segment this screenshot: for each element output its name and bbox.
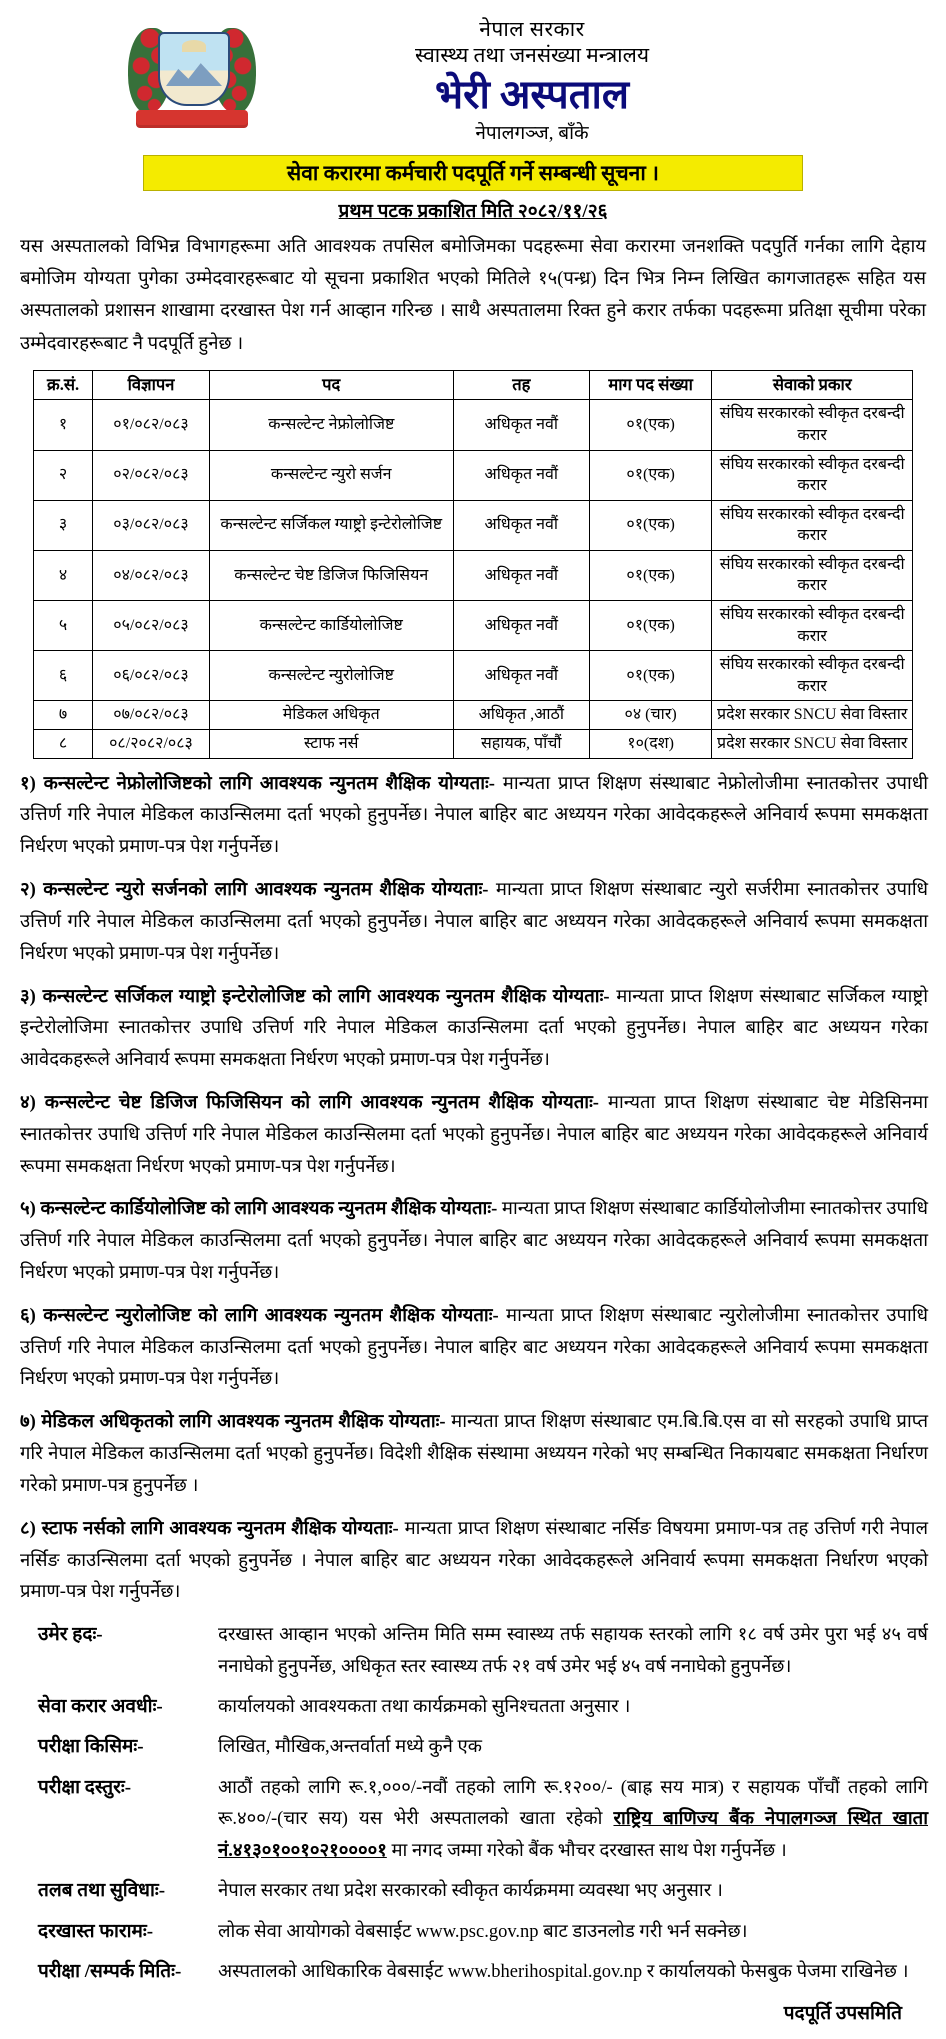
table-row xyxy=(34,400,913,450)
table-cell: ४ xyxy=(34,550,93,600)
table-cell: प्रदेश सरकार SNCU सेवा विस्तार xyxy=(712,730,913,759)
ministry-line: स्वास्थ्य तथा जनसंख्या मन्त्रालय xyxy=(414,43,650,68)
table-cell: ०२/०८२/०८३ xyxy=(93,450,210,500)
column-header-sn: क्र.सं. xyxy=(34,371,93,400)
qualification-heading: ६) कन्सल्टेन्ट न्युरोलोजिष्ट को लागि आवश्यक न्युनतम शैक्षिक योग्यताः- xyxy=(20,1305,499,1326)
table-cell: ०४/०८२/०८३ xyxy=(93,550,210,600)
detail-value: अस्पतालको आधिकारिक वेबसाईट www.bherihospital.gov.np र कार्यालयको फेसबुक पेजमा राखिनेछ । xyxy=(218,1962,909,1983)
emblem-shield xyxy=(158,32,230,106)
column-header-number: माग पद संख्या xyxy=(589,371,712,400)
detail-value-text: मा नगद जम्मा गरेको बैंक भौचर दरखास्त साथ पेश गर्नुपर्नेछ । xyxy=(386,1840,787,1861)
table-cell: ५ xyxy=(34,601,93,651)
table-cell: ०१(एक) xyxy=(589,651,712,701)
table-cell: कन्सल्टेन्ट चेष्ट डिजिज फिजिसियन xyxy=(209,550,453,600)
publish-date: प्रथम पटक प्रकाशित मिति २०८२/११/२६ xyxy=(338,200,608,222)
detail-row xyxy=(18,1620,928,1683)
table-cell: संघिय सरकारको स्वीकृत दरबन्दी करार xyxy=(712,450,913,500)
table-cell: संघिय सरकारको स्वीकृत दरबन्दी करार xyxy=(712,500,913,550)
table-cell: ०१(एक) xyxy=(589,601,712,651)
qualification-heading: १) कन्सल्टेन्ट नेफ्रोलोजिष्टको लागि आवश्यक न्युनतम शैक्षिक योग्यताः- xyxy=(20,773,495,794)
table-cell: अधिकृत ,आठौं xyxy=(453,701,589,730)
detail-value: नेपाल सरकार तथा प्रदेश सरकारको स्वीकृत कार्यक्रममा व्यवस्था भए अनुसार । xyxy=(218,1881,723,1902)
table-cell: अधिकृत नवौं xyxy=(453,450,589,500)
qualification-heading: ८) स्टाफ नर्सको लागि आवश्यक न्युनतम शैक्षिक योग्यताः- xyxy=(20,1518,399,1539)
table-cell: ०६/०८२/०८३ xyxy=(93,651,210,701)
table-cell: अधिकृत नवौं xyxy=(453,550,589,600)
table-cell: ०४ (चार) xyxy=(589,701,712,730)
qualification-block xyxy=(18,1301,928,1396)
qualification-heading: ७) मेडिकल अधिकृतको लागि आवश्यक न्युनतम शैक्षिक योग्यताः- xyxy=(20,1412,446,1433)
detail-label: तलब तथा सुविधाः- xyxy=(38,1880,166,1902)
qualification-block xyxy=(18,1407,928,1502)
detail-row xyxy=(18,1692,928,1723)
notice-intro-paragraph: यस अस्पतालको विभिन्न विभागहरूमा अति आवश्यक तपसिल बमोजिमका पदहरूमा सेवा करारमा जनशक्ति पदपुर्ति गर्नका लागि देहाय बमोजिम योग्यता पुगेका उम्मेदवारहरूबाट यो सूचना प्रकाशित भएको मितिले १५(पन्ध्र) दिन भित्र निम्न लिखित कागजातहरू सहित यस अस्पतालको प्रशासन शाखामा दरखास्त पेश गर्न आव्हान गरिन्छ । साथै अस्पतालमा रिक्त हुने करार तर्फका पदहरूमा प्रतिक्षा सूचीमा परेका उम्मेदवारहरूबाट नै पदपूर्ति हुनेछ । xyxy=(20,236,926,354)
notice-title-band: सेवा करारमा कर्मचारी पदपूर्ति गर्ने सम्बन्धी सूचना । xyxy=(143,155,803,191)
detail-value xyxy=(218,1773,928,1867)
qualification-heading: ४) कन्सल्टेन्ट चेष्ट डिजिज फिजिसियन को लागि आवश्यक न्युनतम शैक्षिक योग्यताः- xyxy=(20,1092,599,1113)
qualification-text: मान्यता प्राप्त शिक्षण संस्थाबाट चेष्ट मेडिसिनमा स्नातकोत्तर उपाधि उत्तिर्ण गरि नेपाल मेडिकल काउन्सिलमा दर्ता भएको हुनुपर्नेछ। नेपाल बाहिर बाट अध्ययन गरेका आवेदकहरूले अनिवार्य रूपमा समकक्षता निर्धरण भएको प्रमाण-पत्र पेश गर्नुपर्नेछ। xyxy=(20,1092,928,1177)
detail-value-text: आठौं तहको लागि रू.१,०००/-नवौं तहको लागि रू.१२००/- (बाह्र सय मात्र) र सहायक पाँचौं तहको लागि रू.४००/-(चार सय) यस भेरी अस्पतालको खाता रहेको xyxy=(218,1777,928,1830)
table-header-row xyxy=(34,371,913,400)
table-cell: ०८/२०८२/०८३ xyxy=(93,730,210,759)
detail-label: परीक्षा दस्तुरः- xyxy=(38,1776,132,1798)
table-row xyxy=(34,651,913,701)
qualification-heading: २) कन्सल्टेन्ट न्युरो सर्जनको लागि आवश्यक न्युनतम शैक्षिक योग्यताः- xyxy=(20,880,489,901)
table-cell: कन्सल्टेन्ट न्युरोलोजिष्ट xyxy=(209,651,453,701)
table-cell: संघिय सरकारको स्वीकृत दरबन्दी करार xyxy=(712,601,913,651)
qualification-block xyxy=(18,875,928,970)
table-row xyxy=(34,730,913,759)
table-row xyxy=(34,450,913,500)
qualification-block xyxy=(18,1194,928,1289)
bank-account-highlight: राष्ट्रिय बाणिज्य बैंक नेपालगञ्ज स्थित खाता नं.४१३०१००१०२१००००१ xyxy=(218,1809,928,1861)
table-cell: अधिकृत नवौं xyxy=(453,601,589,651)
qualification-text: मान्यता प्राप्त शिक्षण संस्थाबाट कार्डियोलोजीमा स्नातकोत्तर उपाधि उत्तिर्ण गरि नेपाल मेडिकल काउन्सिलमा दर्ता भएको हुनुपर्नेछ। नेपाल बाहिर बाट अध्ययन गरेका आवेदकहरूले अनिवार्य रूपमा समकक्षता निर्धरण भएको प्रमाण-पत्र पेश गर्नुपर्नेछ। xyxy=(20,1199,928,1283)
table-cell: अधिकृत नवौं xyxy=(453,651,589,701)
detail-row xyxy=(18,1957,928,1988)
table-cell: ६ xyxy=(34,651,93,701)
table-cell: ०३/०८२/०८३ xyxy=(93,500,210,550)
table-cell: कन्सल्टेन्ट सर्जिकल ग्याष्ट्रो इन्टेरोलोजिष्ट xyxy=(209,500,453,550)
table-cell: ०१(एक) xyxy=(589,550,712,600)
table-cell: प्रदेश सरकार SNCU सेवा विस्तार xyxy=(712,701,913,730)
qualification-block xyxy=(18,1088,928,1183)
table-cell: १ xyxy=(34,400,93,450)
table-cell: मेडिकल अधिकृत xyxy=(209,701,453,730)
detail-value: दरखास्त आव्हान भएको अन्तिम मिति सम्म स्वास्थ्य तर्फ सहायक स्तरको लागि १८ वर्ष उमेर पुरा भई ४५ वर्ष ननाघेको हुनुपर्नेछ, अधिकृत स्तर स्वास्थ्य तर्फ २१ वर्ष उमेर भई ४५ वर्ष ननाघेको हुनुपर्नेछ। xyxy=(218,1625,928,1677)
qualification-text: मान्यता प्राप्त शिक्षण संस्थाबाट न्युरोलोजीमा स्नातकोत्तर उपाधि उत्तिर्ण गरि नेपाल मेडिकल काउन्सिलमा दर्ता भएको हुनुपर्नेछ। नेपाल बाहिर बाट अध्ययन गरेका आवेदकहरूले अनिवार्य रूपमा समकक्षता निर्धरण भएको प्रमाण-पत्र पेश गर्नुपर्नेछ। xyxy=(20,1305,928,1390)
qualification-text: मान्यता प्राप्त शिक्षण संस्थाबाट नेफ्रोलोजीमा स्नातकोत्तर उपाधी उत्तिर्ण गरि नेपाल मेडिकल काउन्सिलमा दर्ता भएको हुनुपर्नेछ। नेपाल बाहिर बाट अध्ययन गरेका आवेदकहरूले अनिवार्य रूपमा समकक्षता निर्धरण भएको प्रमाण-पत्र पेश गर्नुपर्नेछ। xyxy=(20,773,928,858)
document-header xyxy=(18,10,928,147)
vacancy-table xyxy=(33,370,913,759)
qualification-text: मान्यता प्राप्त शिक्षण संस्थाबाट सर्जिकल ग्याष्ट्रो इन्टेरोलोजिमा स्नातकोत्तर उपाधि उत्तिर्ण गरि नेपाल मेडिकल काउन्सिलमा दर्ता भएको हुनुपर्नेछ। नेपाल बाहिर बाट अध्ययन गरेका आवेदकहरूले अनिवार्य रूपमा समकक्षता निर्धरण भएको प्रमाण-पत्र पेश गर्नुपर्नेछ। xyxy=(20,986,928,1071)
table-cell: ०७/०८२/०८३ xyxy=(93,701,210,730)
qualification-block xyxy=(18,982,928,1077)
detail-value: लिखित, मौखिक,अन्तर्वार्ता मध्ये कुनै एक xyxy=(218,1737,482,1758)
hospital-location: नेपालगञ्ज, बाँके xyxy=(475,122,589,144)
detail-row xyxy=(18,1917,928,1948)
table-cell: अधिकृत नवौं xyxy=(453,500,589,550)
table-cell: संघिय सरकारको स्वीकृत दरबन्दी करार xyxy=(712,400,913,450)
detail-label: परीक्षा किसिमः- xyxy=(38,1736,144,1758)
details-section xyxy=(18,1620,928,1988)
table-cell: ०५/०८२/०८३ xyxy=(93,601,210,651)
table-cell: ०१/०८२/०८३ xyxy=(93,400,210,450)
hospital-name: भेरी अस्पताल xyxy=(435,71,629,117)
header-text-block xyxy=(256,16,928,145)
qualification-block xyxy=(18,769,928,864)
nepal-government-emblem-icon xyxy=(128,18,256,130)
column-header-post: पद xyxy=(209,371,453,400)
table-cell: १०(दश) xyxy=(589,730,712,759)
detail-row xyxy=(18,1773,928,1867)
column-header-service-type: सेवाको प्रकार xyxy=(712,371,913,400)
signature-line: पदपूर्ति उपसमिति xyxy=(783,2002,902,2024)
table-cell: कन्सल्टेन्ट नेफ्रोलोजिष्ट xyxy=(209,400,453,450)
table-cell: सहायक, पाँचौं xyxy=(453,730,589,759)
table-row xyxy=(34,601,913,651)
detail-label: परीक्षा /सम्पर्क मितिः- xyxy=(38,1961,182,1983)
detail-value: कार्यालयको आवश्यकता तथा कार्यक्रमको सुनिश्चतता अनुसार । xyxy=(218,1697,631,1717)
table-cell: कन्सल्टेन्ट न्युरो सर्जन xyxy=(209,450,453,500)
detail-label: उमेर हदः- xyxy=(38,1624,103,1646)
qualification-text: मान्यता प्राप्त शिक्षण संस्थाबाट एम.बि.बि.एस वा सो सरहको उपाधि प्राप्त गरि नेपाल मेडिकल काउन्सिलमा दर्ता भएको हुनुपर्नेछ। विदेशी शैक्षिक संस्थामा अध्ययन गरेको भए सम्बन्धित निकायबाट समकक्षता निर्धारण गरेको प्रमाण-पत्र हुनुपर्नेछ । xyxy=(20,1412,928,1496)
qualification-text: मान्यता प्राप्त शिक्षण संस्थाबाट नर्सिङ विषयमा प्रमाण-पत्र तह उत्तिर्ण गरी नेपाल नर्सिङ काउन्सिलमा दर्ता भएको हुनुपर्नेछ । नेपाल बाहिर बाट अध्ययन गरेका आवेदकहरूले अनिवार्य रूपमा समकक्षता निर्धारण भएको प्रमाण-पत्र पेश गर्नुपर्नेछ। xyxy=(20,1518,928,1603)
detail-label: दरखास्त फारामः- xyxy=(38,1920,154,1942)
table-cell: ३ xyxy=(34,500,93,550)
qualification-block xyxy=(18,1514,928,1609)
table-row xyxy=(34,500,913,550)
table-cell: संघिय सरकारको स्वीकृत दरबन्दी करार xyxy=(712,651,913,701)
column-header-advertisement: विज्ञापन xyxy=(93,371,210,400)
table-cell: ८ xyxy=(34,730,93,759)
column-header-level: तह xyxy=(453,371,589,400)
qualification-heading: ३) कन्सल्टेन्ट सर्जिकल ग्याष्ट्रो इन्टेरोलोजिष्ट को लागि आवश्यक न्युनतम शैक्षिक योग्यताः- xyxy=(20,986,610,1007)
government-line: नेपाल सरकार xyxy=(479,17,585,41)
qualification-heading: ५) कन्सल्टेन्ट कार्डियोलोजिष्ट को लागि आवश्यक न्युनतम शैक्षिक योग्यताः- xyxy=(20,1199,498,1220)
table-row xyxy=(34,701,913,730)
detail-value: लोक सेवा आयोगको वेबसाईट www.psc.gov.np बाट डाउनलोड गरी भर्न सक्नेछ। xyxy=(218,1921,748,1942)
table-cell: २ xyxy=(34,450,93,500)
table-cell: संघिय सरकारको स्वीकृत दरबन्दी करार xyxy=(712,550,913,600)
qualification-text: मान्यता प्राप्त शिक्षण संस्थाबाट न्युरो सर्जरीमा स्नातकोत्तर उपाधि उत्तिर्ण गरि नेपाल मेडिकल काउन्सिलमा दर्ता भएको हुनुपर्नेछ। नेपाल बाहिर बाट अध्ययन गरेका आवेदकहरूले अनिवार्य रूपमा समकक्षता निर्धरण भएको प्रमाण-पत्र पेश गर्नुपर्नेछ। xyxy=(20,880,928,964)
qualifications-section xyxy=(18,769,928,1610)
table-cell: ०१(एक) xyxy=(589,450,712,500)
table-cell: अधिकृत नवौं xyxy=(453,400,589,450)
table-cell: ०१(एक) xyxy=(589,400,712,450)
detail-label: सेवा करार अवधीः- xyxy=(38,1696,163,1717)
table-cell: कन्सल्टेन्ट कार्डियोलोजिष्ट xyxy=(209,601,453,651)
table-row xyxy=(34,550,913,600)
table-cell: ७ xyxy=(34,701,93,730)
table-cell: स्टाफ नर्स xyxy=(209,730,453,759)
emblem-ribbon xyxy=(136,110,248,128)
detail-row xyxy=(18,1732,928,1763)
table-cell: ०१(एक) xyxy=(589,500,712,550)
detail-row xyxy=(18,1876,928,1907)
